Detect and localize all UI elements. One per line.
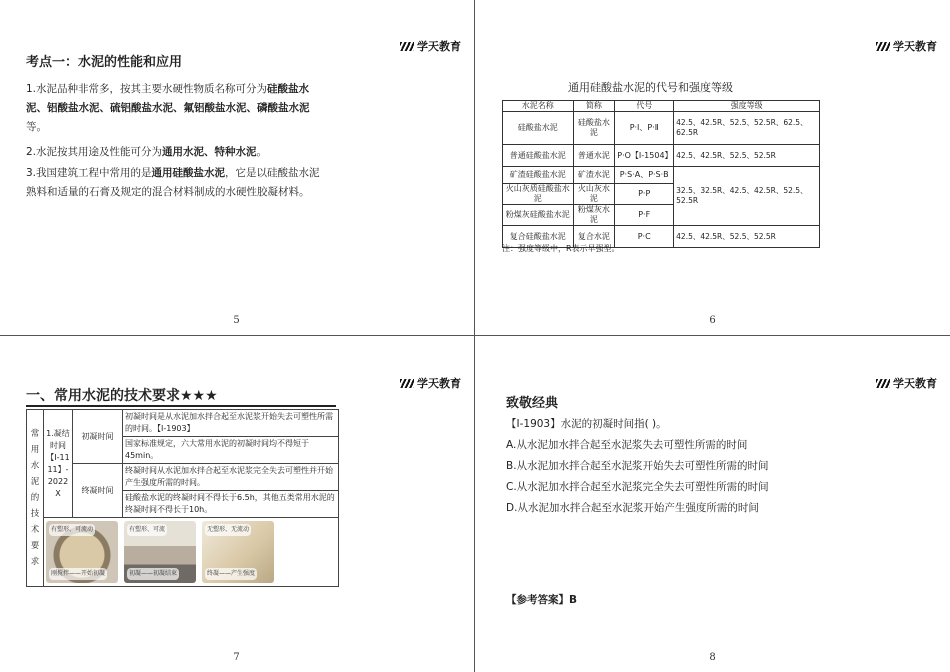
initial-set-label: 初凝时间: [73, 410, 123, 464]
para3-text: 3.我国建筑工程中常用的是: [26, 167, 152, 179]
col-header: 代号: [615, 101, 674, 112]
para3-bold: 通用硅酸盐水泥: [151, 167, 226, 179]
cell-short: 矿渣水泥: [573, 167, 615, 184]
table-row: [503, 112, 820, 145]
page-6: [476, 0, 949, 334]
final-set-label: 终凝时间: [73, 464, 123, 518]
section-title: 考点一：水泥的性能和应用: [26, 55, 183, 70]
horizontal-divider: [0, 335, 950, 336]
option-a: A.从水泥加水拌合起至水泥浆失去可塑性所需的时间: [506, 439, 748, 451]
logo-text: 学天教育: [893, 377, 937, 390]
cell-code: P·F: [615, 205, 674, 226]
cell-short: 普通水泥: [573, 145, 615, 167]
cell-name: 复合硅酸盐水泥: [503, 226, 574, 248]
cement-spec-table: [502, 100, 820, 248]
final-set-standard: 硅酸盐水泥的终凝时间不得长于6.5h，其他五类常用水泥的终凝时间不得长于10h。: [123, 491, 339, 518]
final-set-definition: 终凝时间从水泥加水拌合起至水泥浆完全失去可塑性并开始产生强度所需的时间。: [123, 464, 339, 491]
question-text: 【Ⅰ-1903】水泥的初凝时间指( )。: [506, 418, 667, 430]
logo-mark-icon: [400, 42, 414, 51]
photo-caption: 有塑形、可流动: [49, 524, 95, 536]
photo-caption: 无塑形、无流动: [205, 524, 251, 536]
col-header: 水泥名称: [503, 101, 574, 112]
photo-caption: 初凝——初凝结束: [127, 568, 179, 580]
cell-code: P·S·A、P·S·B: [615, 167, 674, 184]
para2-end: 。: [256, 146, 268, 158]
cell-short: 火山灰水泥: [573, 184, 615, 205]
cell-name: 硅酸盐水泥: [503, 112, 574, 145]
page-5: [0, 0, 473, 334]
paragraph-3: [26, 164, 326, 202]
option-c: C.从水泥加水拌合起至水泥浆完全失去可塑性所需的时间: [506, 481, 769, 493]
cell-grade: 42.5、42.5R、52.5、52.5R、62.5、62.5R: [674, 112, 820, 145]
cell-name: 粉煤灰硅酸盐水泥: [503, 205, 574, 226]
cell-short: 硅酸盐水泥: [573, 112, 615, 145]
logo: [876, 375, 937, 391]
cell-name: 普通硅酸盐水泥: [503, 145, 574, 167]
logo: [400, 375, 461, 391]
photo-cell: [44, 518, 339, 587]
col-header: 简称: [573, 101, 615, 112]
cell-code: P·O【Ⅰ-1504】: [615, 145, 674, 167]
vertical-divider: [474, 0, 475, 672]
cell-name: 火山灰质硅酸盐水泥: [503, 184, 574, 205]
cement-photo-fluid: [46, 521, 118, 583]
cell-code: P·Ⅰ、P·Ⅱ: [615, 112, 674, 145]
para1-end: 等。: [26, 121, 47, 133]
table-note: 注：强度等级中，R表示早强型。: [502, 244, 620, 253]
logo-mark-icon: [876, 42, 890, 51]
paragraph-2: [26, 143, 326, 162]
photo-row: [44, 518, 338, 586]
initial-set-definition: 初凝时间是从水泥加水拌合起至水泥浆开始失去可塑性所需的时间。【Ⅰ-1903】: [123, 410, 339, 437]
reference-answer: 【参考答案】B: [506, 594, 578, 606]
requirements-table: [26, 409, 339, 587]
photo-caption: 刚搅拌——开始初凝: [49, 568, 107, 580]
table-row: [27, 464, 339, 491]
table-row: [503, 167, 820, 184]
section-title: 致敬经典: [506, 396, 559, 411]
page-8: [476, 337, 949, 671]
cement-photo-final-set: [202, 521, 274, 583]
sub-label: 1.凝结时间【Ⅰ-1111】-2022X: [44, 410, 73, 518]
option-d: D.从水泥加水拌合起至水泥浆开始产生强度所需的时间: [506, 502, 759, 514]
initial-set-standard: 国家标准规定，六大常用水泥的初凝时间均不得短于45min。: [123, 437, 339, 464]
page-7: [0, 337, 473, 671]
cell-code: P·C: [615, 226, 674, 248]
cement-photo-initial-set: [124, 521, 196, 583]
page-number: 5: [233, 315, 240, 326]
cell-short: 复合水泥: [573, 226, 615, 248]
para1-bold: 硅酸盐水泥、铝酸盐水泥、硫铝酸盐水泥、氟铝酸盐水泥、磷酸盐水泥: [26, 83, 310, 114]
logo-text: 学天教育: [893, 40, 937, 53]
option-b: B.从水泥加水拌合起至水泥浆开始失去可塑性所需的时间: [506, 460, 769, 472]
para2-text: 2.水泥按其用途及性能可分为: [26, 146, 163, 158]
para3-end: ，它是以硅酸盐水泥熟料和适量的石膏及规定的混合材料制成的水硬性胶凝材料。: [26, 167, 320, 198]
page-number: 6: [709, 315, 716, 326]
title-underline: [26, 405, 336, 407]
table-row: [503, 145, 820, 167]
photo-caption: 终凝——产生强度: [205, 568, 257, 580]
cell-code: P·P: [615, 184, 674, 205]
cell-name: 矿渣硅酸盐水泥: [503, 167, 574, 184]
para1-text: 1.水泥品种非常多，按其主要水硬性物质名称可分为: [26, 83, 268, 95]
col-header: 强度等级: [674, 101, 820, 112]
table-row: [27, 410, 339, 437]
table-title: 通用硅酸盐水泥的代号和强度等级: [568, 81, 733, 94]
logo-text: 学天教育: [417, 377, 461, 390]
cell-grade: 42.5、42.5R、52.5、52.5R: [674, 226, 820, 248]
page-number: 8: [709, 652, 716, 663]
photo-caption: 有塑形、可流: [127, 524, 167, 536]
cell-short: 粉煤灰水泥: [573, 205, 615, 226]
para2-bold: 通用水泥、特种水泥: [162, 146, 257, 158]
paragraph-1: [26, 80, 326, 137]
logo-text: 学天教育: [417, 40, 461, 53]
table-row: [27, 518, 339, 587]
logo-mark-icon: [400, 379, 414, 388]
side-label: 常用水泥的技术要求: [27, 410, 44, 587]
cell-grade: 42.5、42.5R、52.5、52.5R: [674, 145, 820, 167]
logo: [400, 38, 461, 54]
table-header-row: [503, 101, 820, 112]
section-title: 一、常用水泥的技术要求★★★: [26, 388, 218, 404]
logo-mark-icon: [876, 379, 890, 388]
page-number: 7: [233, 652, 240, 663]
logo: [876, 38, 937, 54]
cell-grade: 32.5、32.5R、42.5、42.5R、52.5、52.5R: [674, 167, 820, 226]
